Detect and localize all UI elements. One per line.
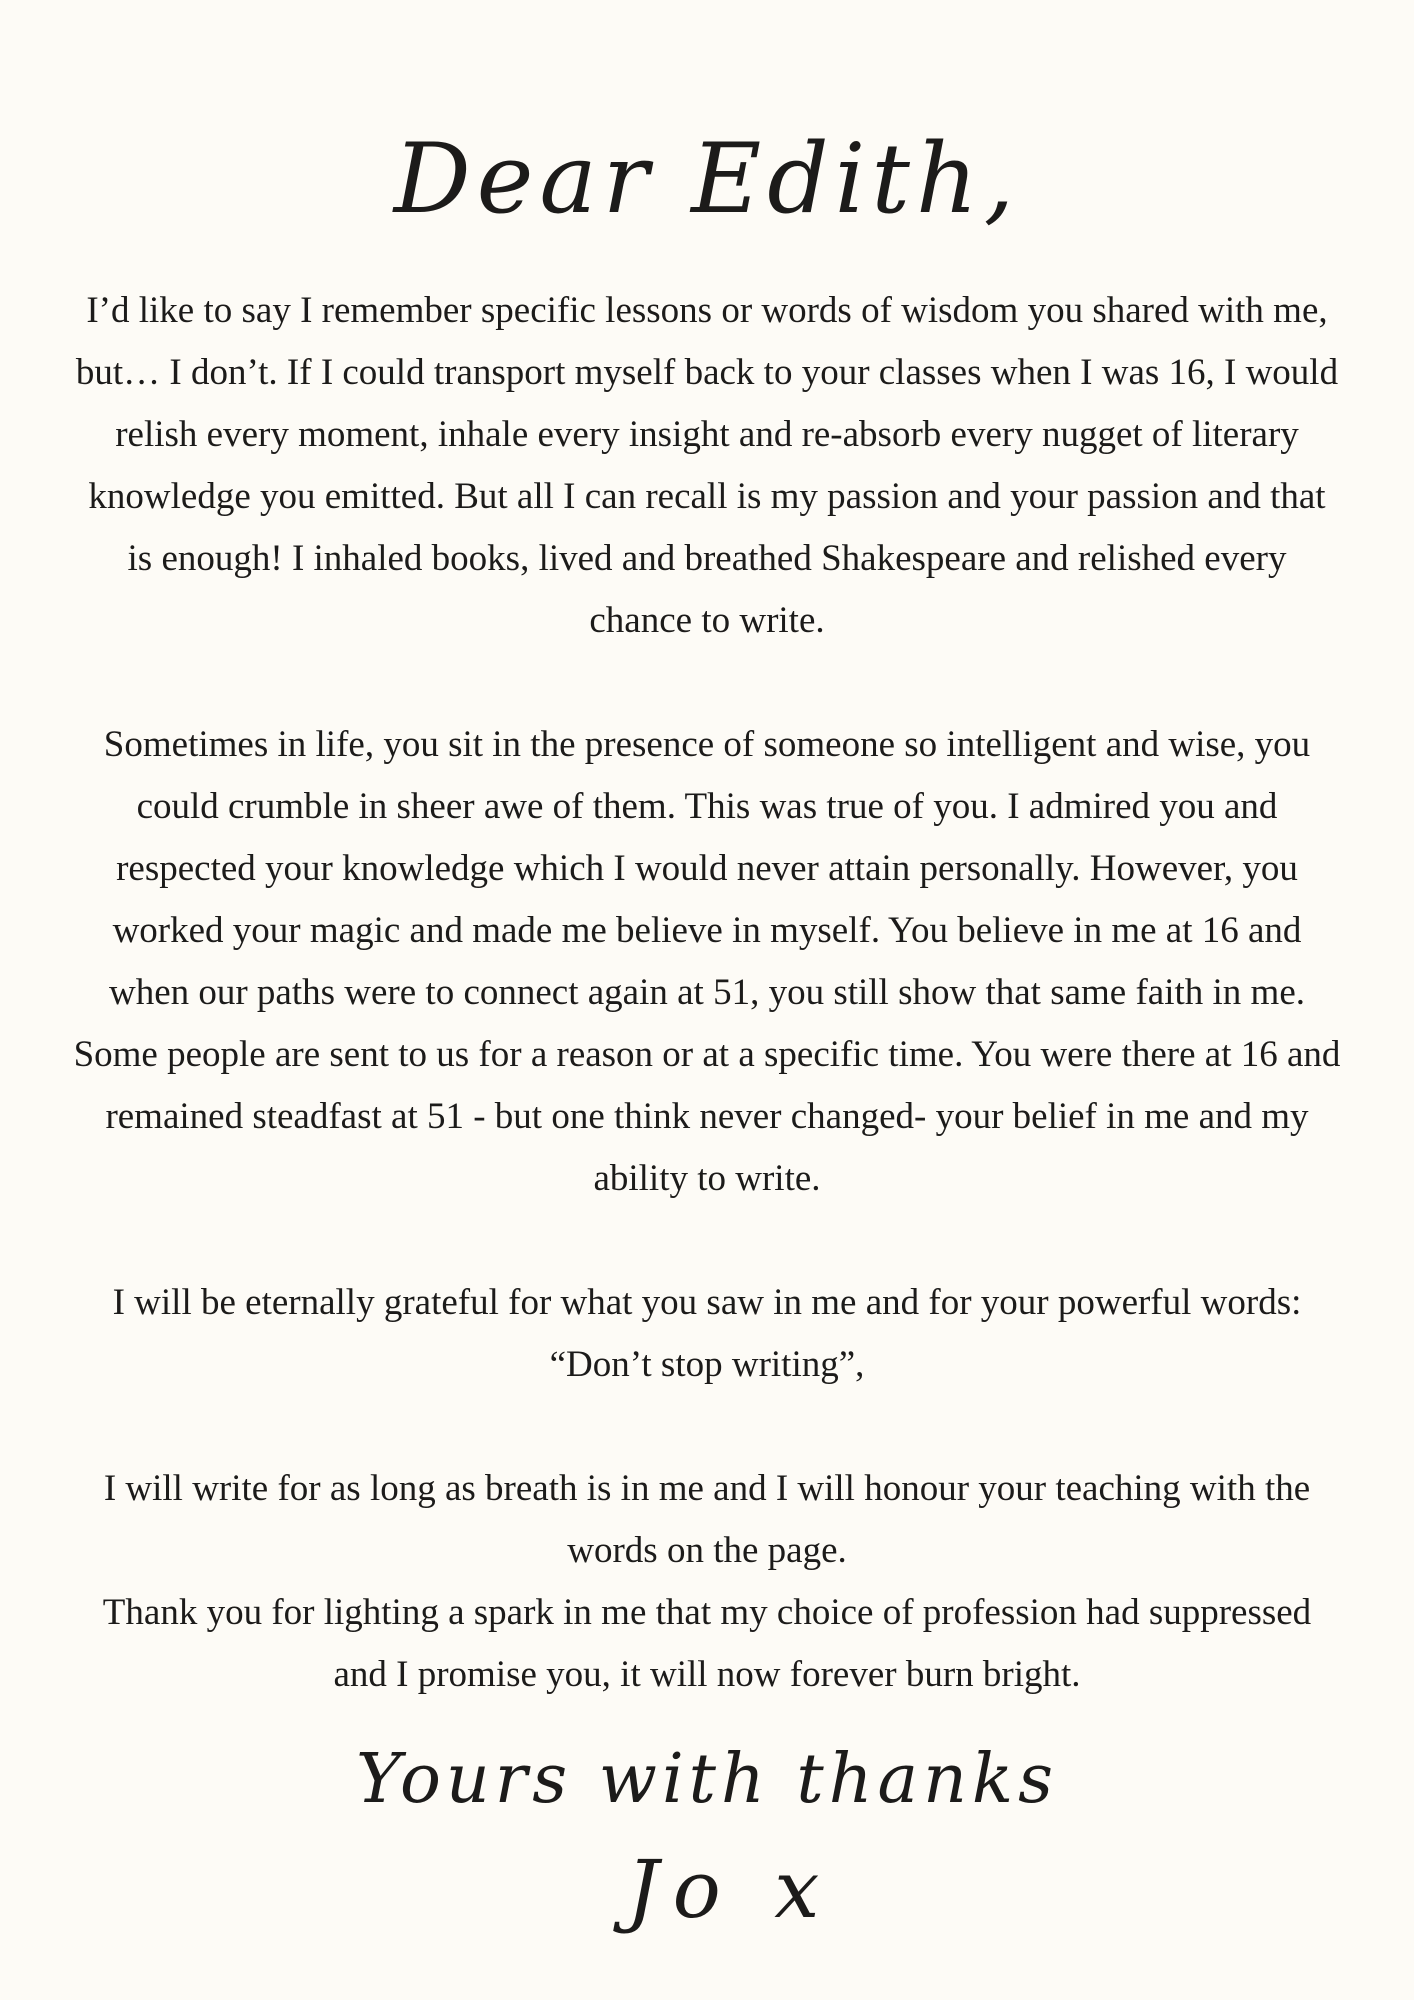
letter-signature: Jo x — [626, 1843, 834, 1936]
letter-paragraph-3 — [30, 1272, 1384, 1396]
text-line: is enough! I inhaled books, lived and breathed Shakespeare and relished every — [127, 538, 1287, 579]
text-line: could crumble in sheer awe of them. This was true of you. I admired you and — [136, 786, 1278, 827]
text-line: relish every moment, inhale every insight and re-absorb every nugget of literary — [115, 414, 1299, 455]
text-line: Sometimes in life, you sit in the presence of someone so intelligent and wise, you — [103, 724, 1311, 765]
paragraph-gap — [30, 652, 1384, 714]
text-line: I will be eternally grateful for what you saw in me and for your powerful words: — [112, 1282, 1302, 1323]
paragraph-gap — [30, 1396, 1384, 1458]
text-line: remained steadfast at 51 - but one think never changed- your belief in me and my — [105, 1096, 1309, 1137]
text-line: knowledge you emitted. But all I can recall is my passion and your passion and that — [88, 476, 1326, 517]
letter-closing: Yours with thanks — [356, 1740, 1058, 1819]
text-line: Thank you for lighting a spark in me that my choice of profession had suppressed — [102, 1592, 1312, 1633]
letter-paragraph-1 — [30, 280, 1384, 652]
text-line: I’d like to say I remember specific lessons or words of wisdom you shared with me, — [86, 290, 1328, 331]
letter-body — [30, 280, 1384, 1706]
text-line: worked your magic and made me believe in myself. You believe in me at 16 and — [112, 910, 1302, 951]
letter-paragraph-2 — [30, 714, 1384, 1210]
text-line: but… I don’t. If I could transport myself back to your classes when I was 16, I would — [75, 352, 1339, 393]
text-line: words on the page. — [567, 1530, 847, 1571]
text-line: and I promise you, it will now forever burn bright. — [333, 1654, 1081, 1695]
text-line: when our paths were to connect again at 51, you still show that same faith in me. — [108, 972, 1306, 1013]
letter-paragraph-4 — [30, 1458, 1384, 1706]
text-line: respected your knowledge which I would never attain personally. However, you — [116, 848, 1298, 889]
letter-greeting: Dear Edith, — [393, 123, 1021, 236]
text-line: “Don’t stop writing”, — [549, 1344, 865, 1385]
text-line: Some people are sent to us for a reason or at a specific time. You were there at 16 and — [73, 1034, 1341, 1075]
text-line: ability to write. — [593, 1158, 821, 1199]
text-line: chance to write. — [589, 600, 825, 641]
paragraph-gap — [30, 1210, 1384, 1272]
text-line: I will write for as long as breath is in me and I will honour your teaching with the — [103, 1468, 1311, 1509]
